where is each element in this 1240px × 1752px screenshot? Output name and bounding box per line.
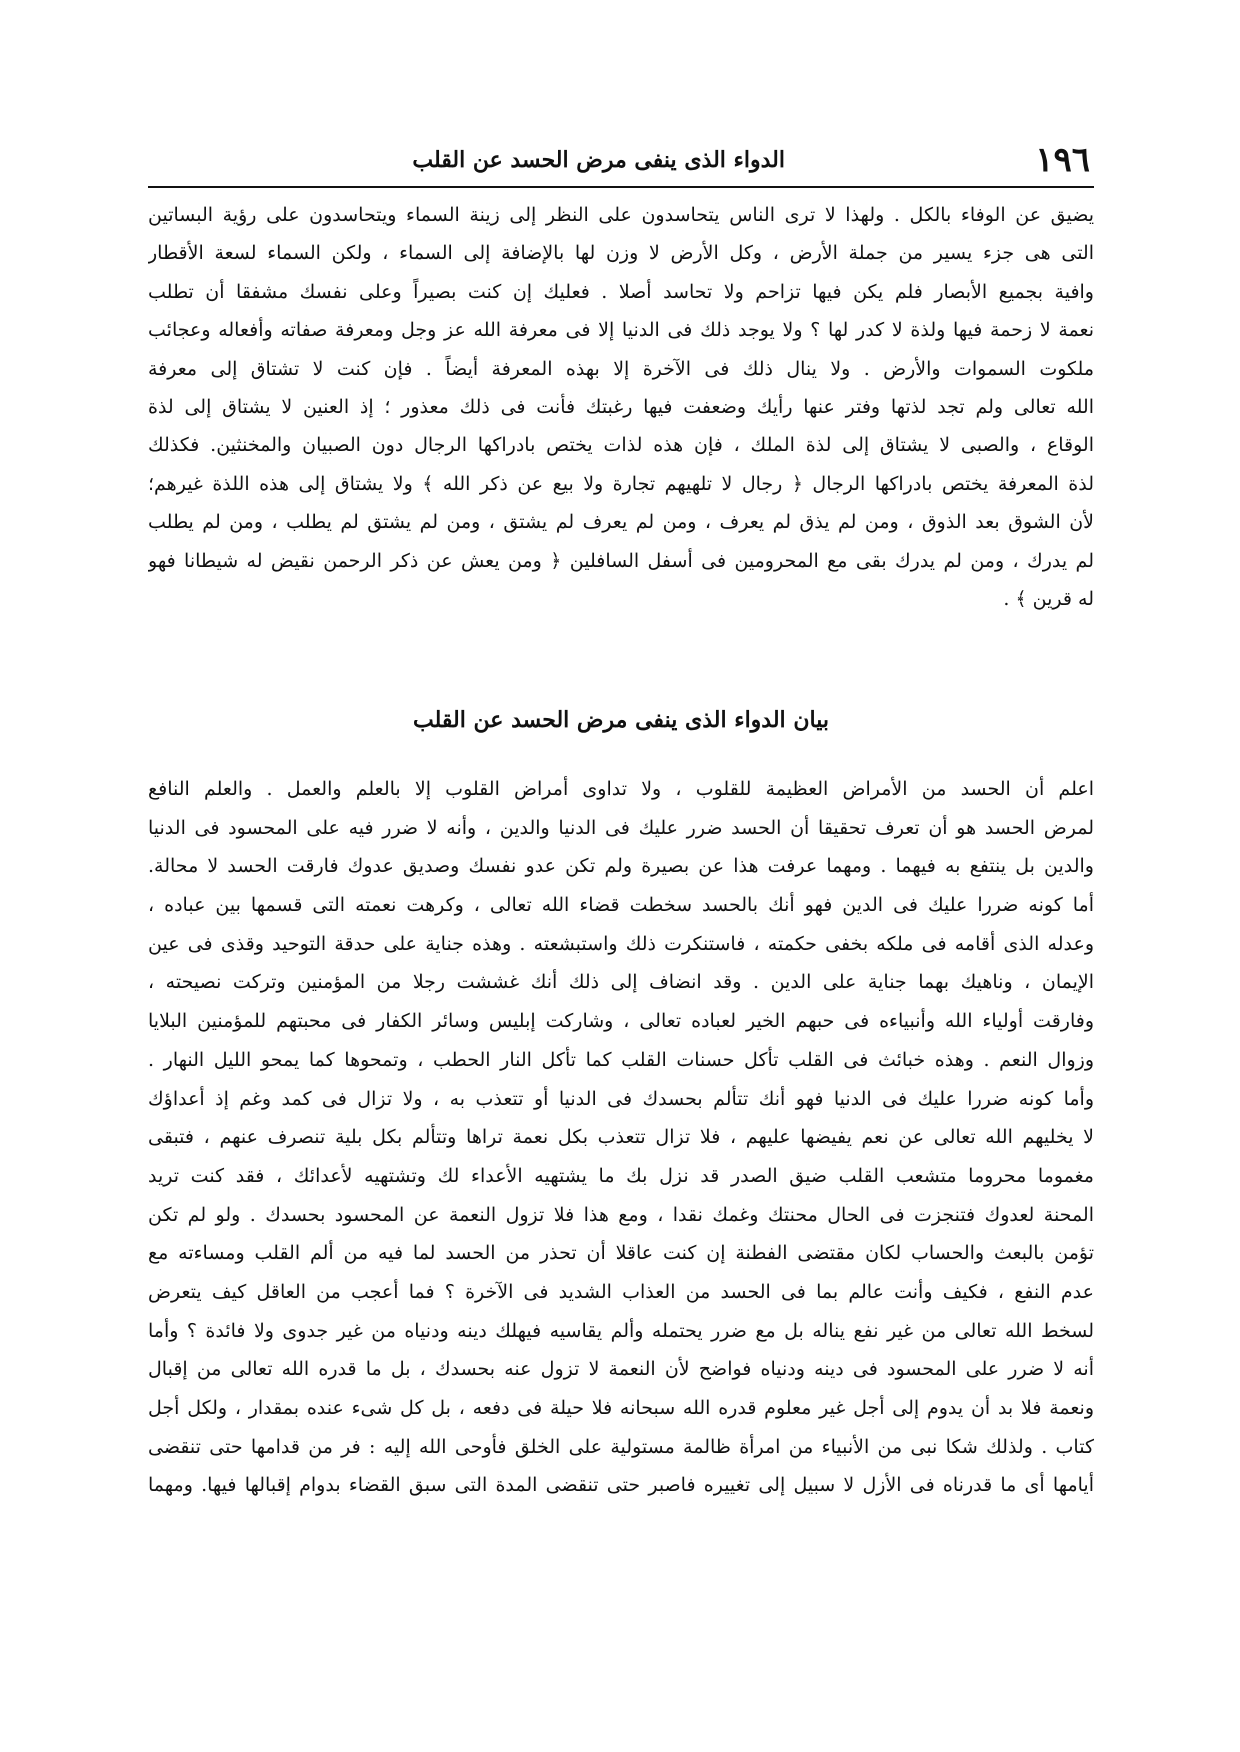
header-rule <box>148 186 1094 188</box>
text-line: مغموما محروما متشعب القلب ضيق الصدر قد نزل بك ما يشتهيه الأعداء لك وتشتهيه لأعدائك ، فقد كنت تريد <box>148 1164 1094 1187</box>
text-line: وزوال النعم . وهذه خبائث فى القلب تأكل حسنات القلب كما تأكل النار الحطب ، وتمحوها كما يمحو الليل النهار . <box>148 1048 1094 1071</box>
text-line: نعمة لا زحمة فيها ولذة لا كدر لها ؟ ولا يوجد ذلك فى الدنيا إلا فى معرفة الله عز وجل ومعرفة صفاته وأفعاله وعجائب <box>148 319 1094 342</box>
text-line: الإيمان ، وناهيك بهما جناية على الدين . وقد انضاف إلى ذلك أنك غششت رجلا من المؤمنين وتركت نصيحته ، <box>148 971 1094 994</box>
text-line: أنه لا ضرر على المحسود فى دينه ودنياه فواضح لأن النعمة لا تزول عنه بحسدك ، بل ما قدره الله تعالى من إقبال <box>148 1358 1094 1381</box>
text-line: المحنة لعدوك فتنجزت فى الحال محنتك وغمك نقدا ، ومع هذا فلا تزول النعمة عن المحسود بحسدك . ولو لم تكن <box>148 1203 1094 1226</box>
text-line: ونعمة فلا بد أن يدوم إلى أجل غير معلوم قدره الله سبحانه فلا حيلة فى دفعه ، بل كل شىء عنده بمقدار ، ولكل أجل <box>148 1397 1094 1419</box>
section-heading: بيان الدواء الذى ينفى مرض الحسد عن القلب <box>413 707 829 733</box>
page-number: ١٩٦ <box>1035 140 1090 180</box>
text-line: لذة المعرفة يختص بادراكها الرجال ﴿ رجال لا تلهيهم تجارة ولا بيع عن ذكر الله ﴾ ولا يشتاق إلى هذه اللذة غيرهم؛ <box>148 472 1094 495</box>
text-line: التى هى جزء يسير من جملة الأرض ، وكل الأرض لا وزن لها بالإضافة إلى السماء ، ولكن السماء لسعة الأقطار <box>148 242 1094 265</box>
text-line: وأما كونه ضررا عليك فى الدنيا فهو أنك تتألم بحسدك فى الدنيا أو تتعذب به ، ولا تزال فى كمد وغم إذ أعداؤك <box>148 1087 1094 1110</box>
text-line: عدم النفع ، فكيف وأنت عالم بما فى الحسد من العذاب الشديد فى الآخرة ؟ فما أعجب من العاقل كيف يتعرض <box>148 1280 1094 1303</box>
text-line: ملكوت السموات والأرض . ولا ينال ذلك فى الآخرة إلا بهذه المعرفة أيضاً . فإن كنت لا تشتاق إلى معرفة <box>148 357 1094 380</box>
section-body <box>148 770 1094 1505</box>
running-title: الدواء الذى ينفى مرض الحسد عن القلب <box>412 147 785 173</box>
text-line: يضيق عن الوفاء بالكل . ولهذا لا ترى الناس يتحاسدون على النظر إلى زينة السماء ويتحاسدون على رؤية البساتين <box>148 204 1094 226</box>
text-line: كتاب . ولذلك شكا نبى من الأنبياء من امرأة ظالمة مستولية على الخلق فأوحى الله إليه : فر من قدامها حتى تنقضى <box>148 1435 1094 1458</box>
paragraph-continuation <box>148 196 1094 618</box>
text-line: لمرض الحسد هو أن تعرف تحقيقا أن الحسد ضرر عليك فى الدنيا والدين ، وأنه لا ضرر فيه على المحسود فى الدنيا <box>148 816 1094 839</box>
text-line: والدين بل ينتفع به فيهما . ومهما عرفت هذا عن بصيرة ولم تكن عدو نفسك وصديق عدوك فارقت الحسد لا محالة. <box>148 855 1094 878</box>
text-line: وافية بجميع الأبصار فلم يكن فيها تزاحم ولا تحاسد أصلا . فعليك إن كنت بصيراً وعلى نفسك مشفقا أن تطلب <box>148 280 1094 303</box>
text-line: لا يخليهم الله تعالى عن نعم يفيضها عليهم ، فلا تزال تتعذب بكل نعمة تراها وتتألم بكل بلية تنصرف عنهم ، فتبقى <box>148 1126 1094 1149</box>
text-line: له قرين ﴾ . <box>1003 587 1094 610</box>
page-header <box>150 138 1090 182</box>
text-line: أما كونه ضررا عليك فى الدين فهو أنك بالحسد سخطت قضاء الله تعالى ، وكرهت نعمته التى قسمها بين عباده ، <box>148 894 1094 917</box>
text-line: لأن الشوق بعد الذوق ، ومن لم يذق لم يعرف ، ومن لم يعرف لم يشتق ، ومن لم يشتق لم يطلب ، ومن لم يطلب <box>148 511 1094 534</box>
text-line: وعدله الذى أقامه فى ملكه بخفى حكمته ، فاستنكرت ذلك واستبشعته . وهذه جناية على حدقة التوحيد وقذى فى عين <box>148 932 1094 955</box>
text-line: الله تعالى ولم تجد لذتها وفتر عنها رأيك وضعفت فيها رغبتك فأنت فى ذلك معذور ؛ إذ العنين لا يشتاق إلى لذة <box>148 395 1094 418</box>
text-line: تؤمن بالبعث والحساب لكان مقتضى الفطنة إن كنت عاقلا أن تحذر من الحسد لما فيه من ألم القلب ومساءته مع <box>148 1242 1094 1265</box>
text-line: الوقاع ، والصبى لا يشتاق إلى لذة الملك ، فإن هذه لذات يختص بادراكها الرجال دون الصبيان والمخنثين. فكذلك <box>148 434 1094 457</box>
text-line: وفارقت أولياء الله وأنبياءه فى حبهم الخير لعباده تعالى ، وشاركت إبليس وسائر الكفار فى محبتهم للمؤمنين البلايا <box>148 1010 1094 1033</box>
text-line: اعلم أن الحسد من الأمراض العظيمة للقلوب ، ولا تداوى أمراض القلوب إلا بالعلم والعمل . والعلم النافع <box>148 778 1094 800</box>
text-line: لسخط الله تعالى من غير نفع يناله بل مع ضرر يحتمله وألم يقاسيه فيهلك دينه ودنياه من غير جدوى ولا فائدة ؟ وأما <box>148 1319 1094 1342</box>
text-line: أيامها أى ما قدرناه فى الأزل لا سبيل إلى تغييره فاصبر حتى تنقضى المدة التى سبق القضاء بدوام إقبالها فيها. ومهما <box>148 1474 1094 1497</box>
text-line: لم يدرك ، ومن لم يدرك بقى مع المحرومين فى أسفل السافلين ﴿ ومن يعش عن ذكر الرحمن نقيض له شيطانا فهو <box>148 549 1094 572</box>
